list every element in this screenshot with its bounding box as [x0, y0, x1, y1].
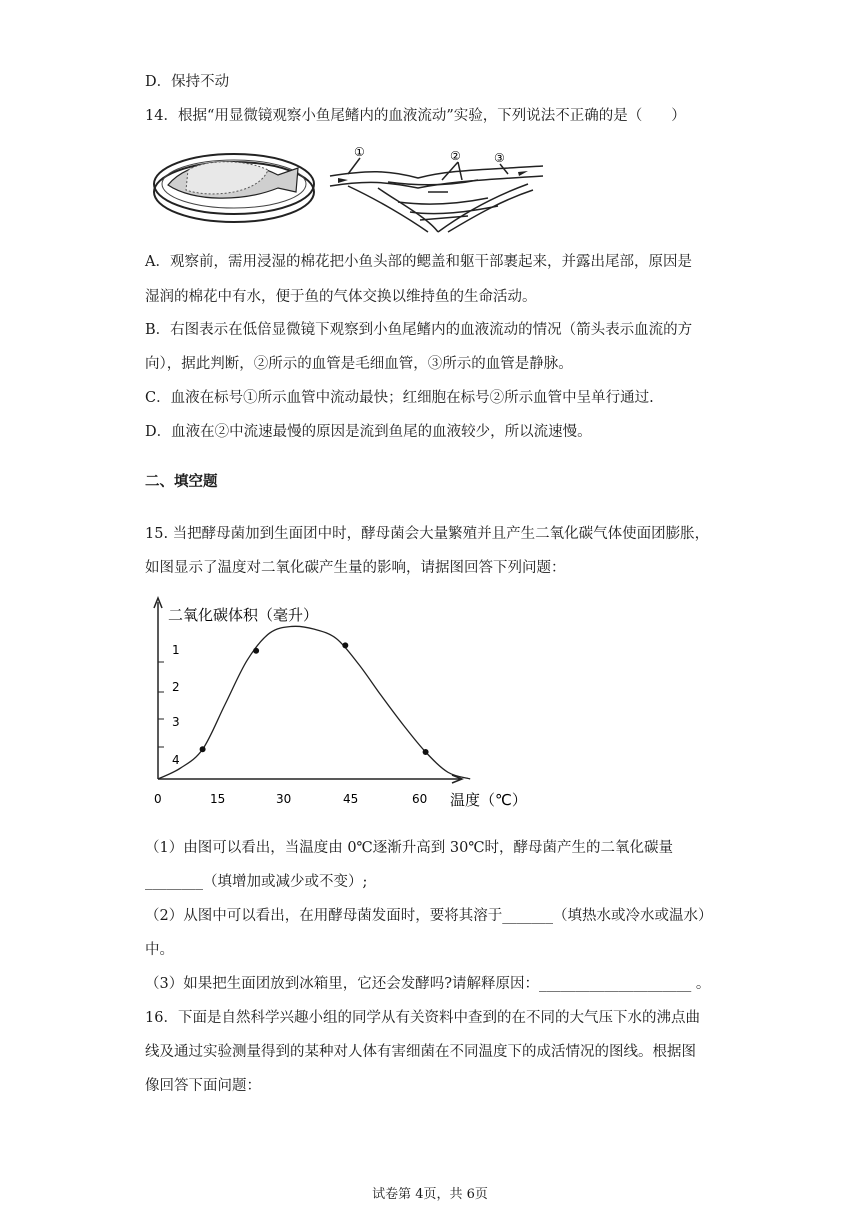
y-tick-1: 1	[172, 643, 180, 657]
option-d-previous: D．保持不动	[145, 74, 230, 90]
sub-question-1-line2: ________（填增加或减少或不变）;	[145, 874, 368, 890]
data-point-1	[200, 746, 206, 752]
sub-question-1-line1: （1）由图可以看出，当温度由 0℃逐渐升高到 30℃时，酵母菌产生的二氧化碳量	[145, 840, 674, 856]
data-point-2	[253, 648, 259, 654]
blood-vessel-drawing	[330, 158, 543, 232]
option-b-line1: B．右图表示在低倍显微镜下观察到小鱼尾鳍内的血液流动的情况（箭头表示血流的方	[145, 322, 693, 338]
y-axis	[154, 598, 162, 779]
question-16-line1: 16．下面是自然科学兴趣小组的同学从有关资料中查到的在不同的大气压下水的沸点曲	[145, 1010, 700, 1026]
data-point-3	[342, 642, 348, 648]
x-tick-60: 60	[412, 792, 428, 806]
data-point-4	[423, 749, 429, 755]
x-tick-45: 45	[343, 792, 359, 806]
y-tick-3: 3	[172, 715, 180, 729]
question-15-line2: 如图显示了温度对二氧化碳产生量的影响，请据图回答下列问题：	[145, 560, 566, 576]
fish-experiment-figure	[148, 140, 548, 236]
x-tick-15: 15	[210, 792, 226, 806]
y-tick-2: 2	[172, 680, 180, 694]
option-a-line1: A．观察前，需用浸湿的棉花把小鱼头部的鳃盖和躯干部裹起来，并露出尾部，原因是	[145, 254, 692, 270]
section-heading-fill-in: 二、填空题	[145, 474, 218, 490]
sub-question-3: （3）如果把生面团放到冰箱里，它还会发酵吗?请解释原因：_____________________ 。	[145, 976, 711, 992]
co2-curve	[158, 626, 470, 779]
question-16-line2: 线及通过实验测量得到的某种对人体有害细菌在不同温度下的成活情况的图线。根据图	[145, 1044, 696, 1060]
sub-question-2-line1: （2）从图中可以看出，在用酵母菌发面时，要将其溶于_______（填热水或冷水或温水）	[145, 908, 713, 924]
question-15-line1: 15. 当把酵母菌加到生面团中时，酵母菌会大量繁殖并且产生二氧化碳气体使面团膨胀，	[145, 526, 710, 542]
x-axis	[158, 775, 462, 783]
y-tick-4: 4	[172, 753, 180, 767]
page-footer: 试卷第 4页，共 6页	[372, 1187, 488, 1202]
x-axis-label: 温度（℃）	[450, 791, 527, 809]
y-axis-label: 二氧化碳体积（毫升）	[168, 606, 319, 624]
question-16-line3: 像回答下面问题：	[145, 1078, 261, 1094]
option-c: C．血液在标号①所示血管中流动最快；红细胞在标号②所示血管中呈单行通过.	[145, 390, 654, 406]
question-14: 14．根据“用显微镜观察小鱼尾鳍内的血液流动”实验，下列说法不正确的是（ ）	[145, 108, 686, 124]
label-3: ③	[494, 151, 505, 165]
option-b-line2: 向），据此判断，②所示的血管是毛细血管，③所示的血管是静脉。	[145, 356, 573, 372]
petri-dish-drawing	[154, 154, 314, 222]
co2-temperature-chart	[140, 592, 540, 817]
sub-question-2-line2: 中。	[145, 942, 174, 958]
flow-arrows	[338, 171, 528, 183]
option-a-line2: 湿润的棉花中有水，便于鱼的气体交换以维持鱼的生命活动。	[145, 289, 537, 305]
label-2: ②	[450, 149, 461, 163]
x-tick-30: 30	[276, 792, 292, 806]
y-tick-marks	[158, 662, 164, 747]
label-1: ①	[354, 145, 365, 159]
option-d: D．血液在②中流速最慢的原因是流到鱼尾的血液较少，所以流速慢。	[145, 424, 592, 440]
x-tick-0: 0	[154, 792, 162, 806]
